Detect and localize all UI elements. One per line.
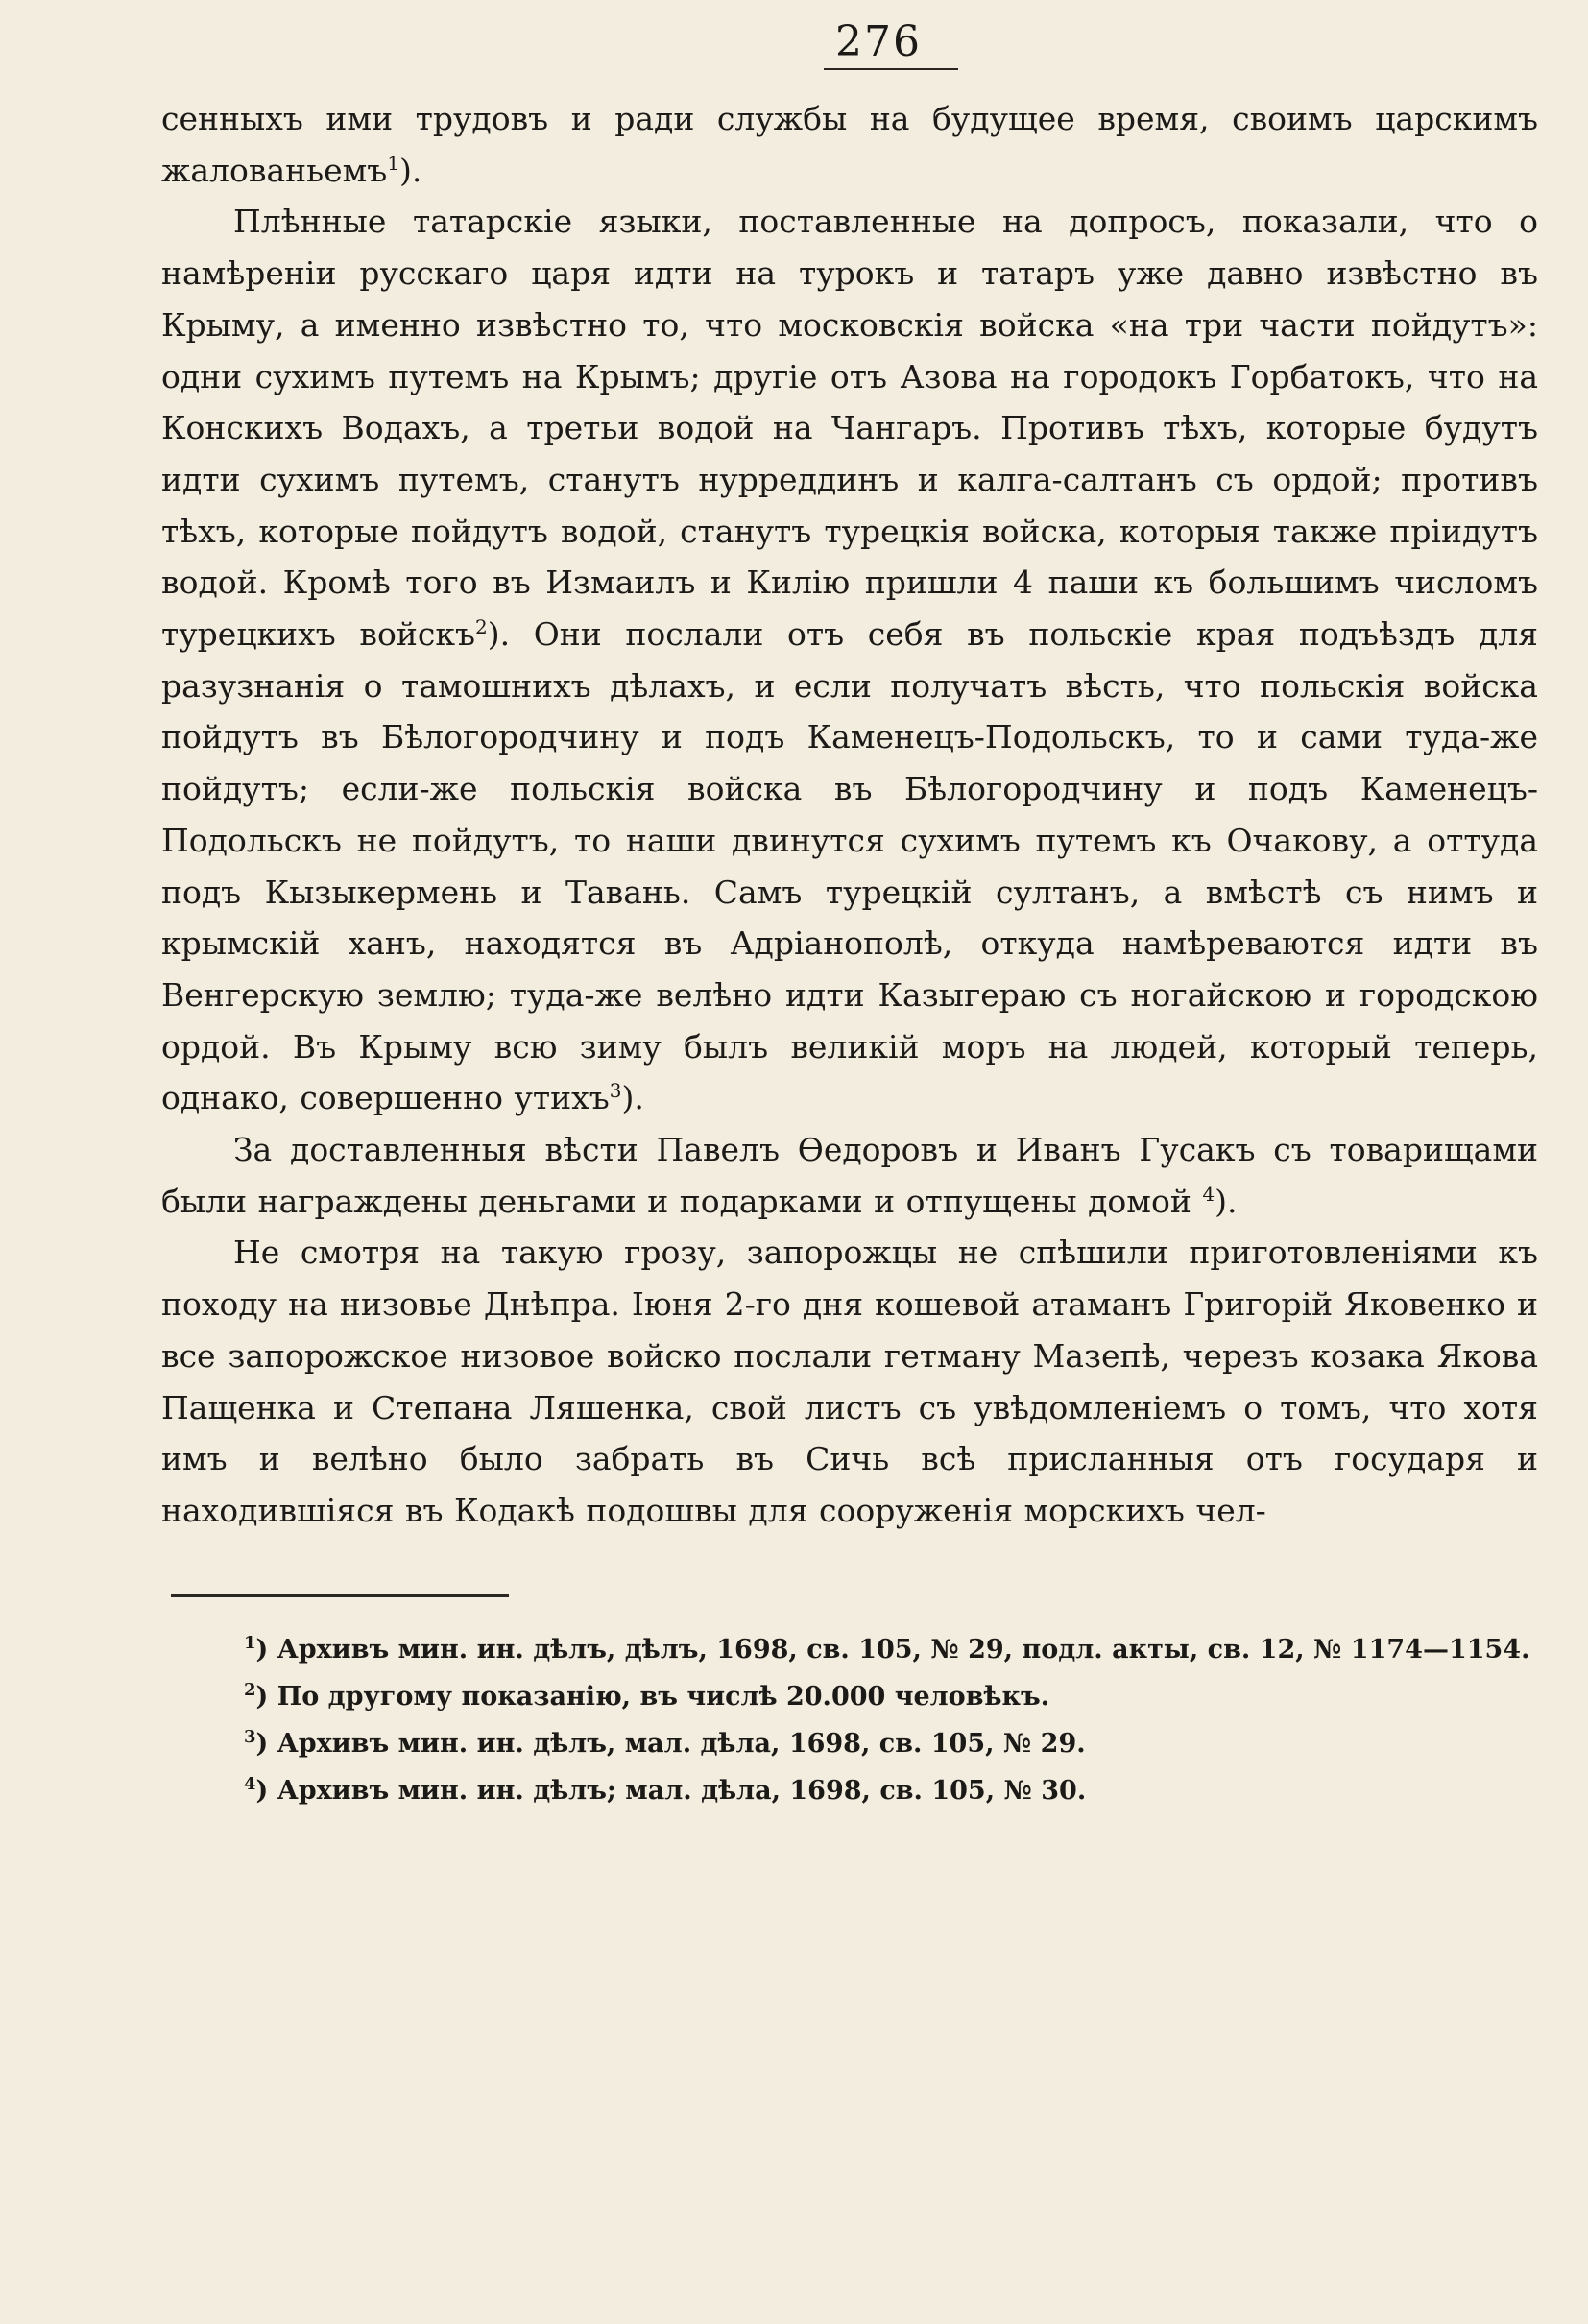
header-rule xyxy=(824,68,958,70)
footnote-number: 1 xyxy=(244,1632,256,1653)
footnote xyxy=(161,1673,1538,1720)
footnote-text: ) Архивъ мин. ин. дѣлъ, мал. дѣла, 1698, св. 105, № 29. xyxy=(255,1728,1086,1759)
footnote xyxy=(161,1767,1538,1814)
footnote-text: ) Архивъ мин. ин. дѣлъ; мал. дѣла, 1698, св. 105, № 30. xyxy=(255,1775,1087,1806)
footnote-ref: 1 xyxy=(387,151,400,175)
paragraph-text: Плѣнные татарскіе языки, поставленные на допросъ, показали, что о намѣреніи русскаго царя идти на турокъ и татаръ уже давно извѣстно въ Крыму, а именно извѣстно то, что московскія войска «на три части пойдутъ»: одни сухимъ путемъ на Крымъ; другіе отъ Азова на городокъ Горбатокъ, что на Конскихъ Водахъ, а третьи водой на Чангаръ. Противъ тѣхъ, которые будутъ идти сухимъ путемъ, станутъ нурреддинъ и калга-салтанъ съ ордой; противъ тѣхъ, которые пойдутъ водой, станутъ турецкія войска, которыя также пріидутъ водой. Кромѣ того въ Измаилъ и Килію пришли 4 паши къ большимъ числомъ турецкихъ войскъ xyxy=(161,203,1538,654)
footnote-number: 3 xyxy=(244,1726,256,1747)
footnote-ref: 3 xyxy=(609,1079,622,1103)
paragraph-text-tail: ). xyxy=(1215,1182,1238,1220)
footnote-rule xyxy=(171,1594,509,1597)
body-text xyxy=(161,93,1538,1537)
paragraph xyxy=(161,1124,1538,1227)
footnote xyxy=(161,1720,1538,1767)
footnote-ref: 2 xyxy=(474,615,488,639)
paragraph-text: сенныхъ ими трудовъ и ради службы на будущее время, своимъ царскимъ жалованьемъ xyxy=(161,100,1538,189)
paragraph-text: За доставленныя вѣсти Павелъ Ѳедоровъ и Иванъ Гусакъ съ товарищами были награждены деньгами и подарками и отпущены домой xyxy=(161,1131,1538,1220)
footnote-number: 4 xyxy=(244,1773,256,1794)
paragraph xyxy=(161,93,1538,196)
footnote-text: ) По другому показанію, въ числѣ 20.000 человѣкъ. xyxy=(255,1681,1050,1712)
footnote-number: 2 xyxy=(244,1679,256,1700)
paragraph-text-tail: ). Они послали отъ себя въ польскіе края подъѣздъ для разузнанія о тамошнихъ дѣлахъ, и если получатъ вѣсть, что польскія войска пойдутъ въ Бѣлогородчину и подъ Каменецъ-Подольскъ, то и сами туда-же пойдутъ; если-же польскія войска въ Бѣлогородчину и подъ Каменецъ-Подольскъ не пойдутъ, то наши двинутся сухимъ путемъ къ Очакову, а оттуда подъ Кызыкермень и Тавань. Самъ турецкій султанъ, а вмѣстѣ съ нимъ и крымскій ханъ, находятся въ Адріанополѣ, откуда намѣреваются идти въ Венгерскую землю; туда-же велѣно идти Казыгераю съ ногайскою и городскою ордой. Въ Крыму всю зиму былъ великій моръ на людей, который теперь, однако, совершенно утихъ xyxy=(161,615,1538,1117)
paragraph xyxy=(161,196,1538,1124)
footnotes xyxy=(161,1626,1538,1814)
paragraph xyxy=(161,1227,1538,1536)
footnote xyxy=(161,1626,1538,1673)
footnote-ref: 4 xyxy=(1202,1182,1215,1206)
page-number: 276 xyxy=(835,17,922,66)
paragraph-text-tail: ). xyxy=(399,151,422,189)
footnote-text: ) Архивъ мин. ин. дѣлъ, дѣлъ, 1698, св. 105, № 29, подл. акты, св. 12, № 1174—1154. xyxy=(255,1634,1530,1665)
paragraph-text-tail: ). xyxy=(621,1079,644,1117)
paragraph-text: Не смотря на такую грозу, запорожцы не спѣшили приготовленіями къ походу на низовье Днѣпра. Іюня 2-го дня кошевой атаманъ Григорій Яковенко и все запорожское низовое войско послали гетману Мазепѣ, черезъ козака Якова Пащенка и Степана Ляшенка, свой листъ съ увѣдомленіемъ о томъ, что хотя имъ и велѣно было забрать въ Сичь всѣ присланныя отъ государя и находившіяся въ Кодакѣ подошвы для сооруженія морскихъ чел- xyxy=(161,1234,1538,1529)
